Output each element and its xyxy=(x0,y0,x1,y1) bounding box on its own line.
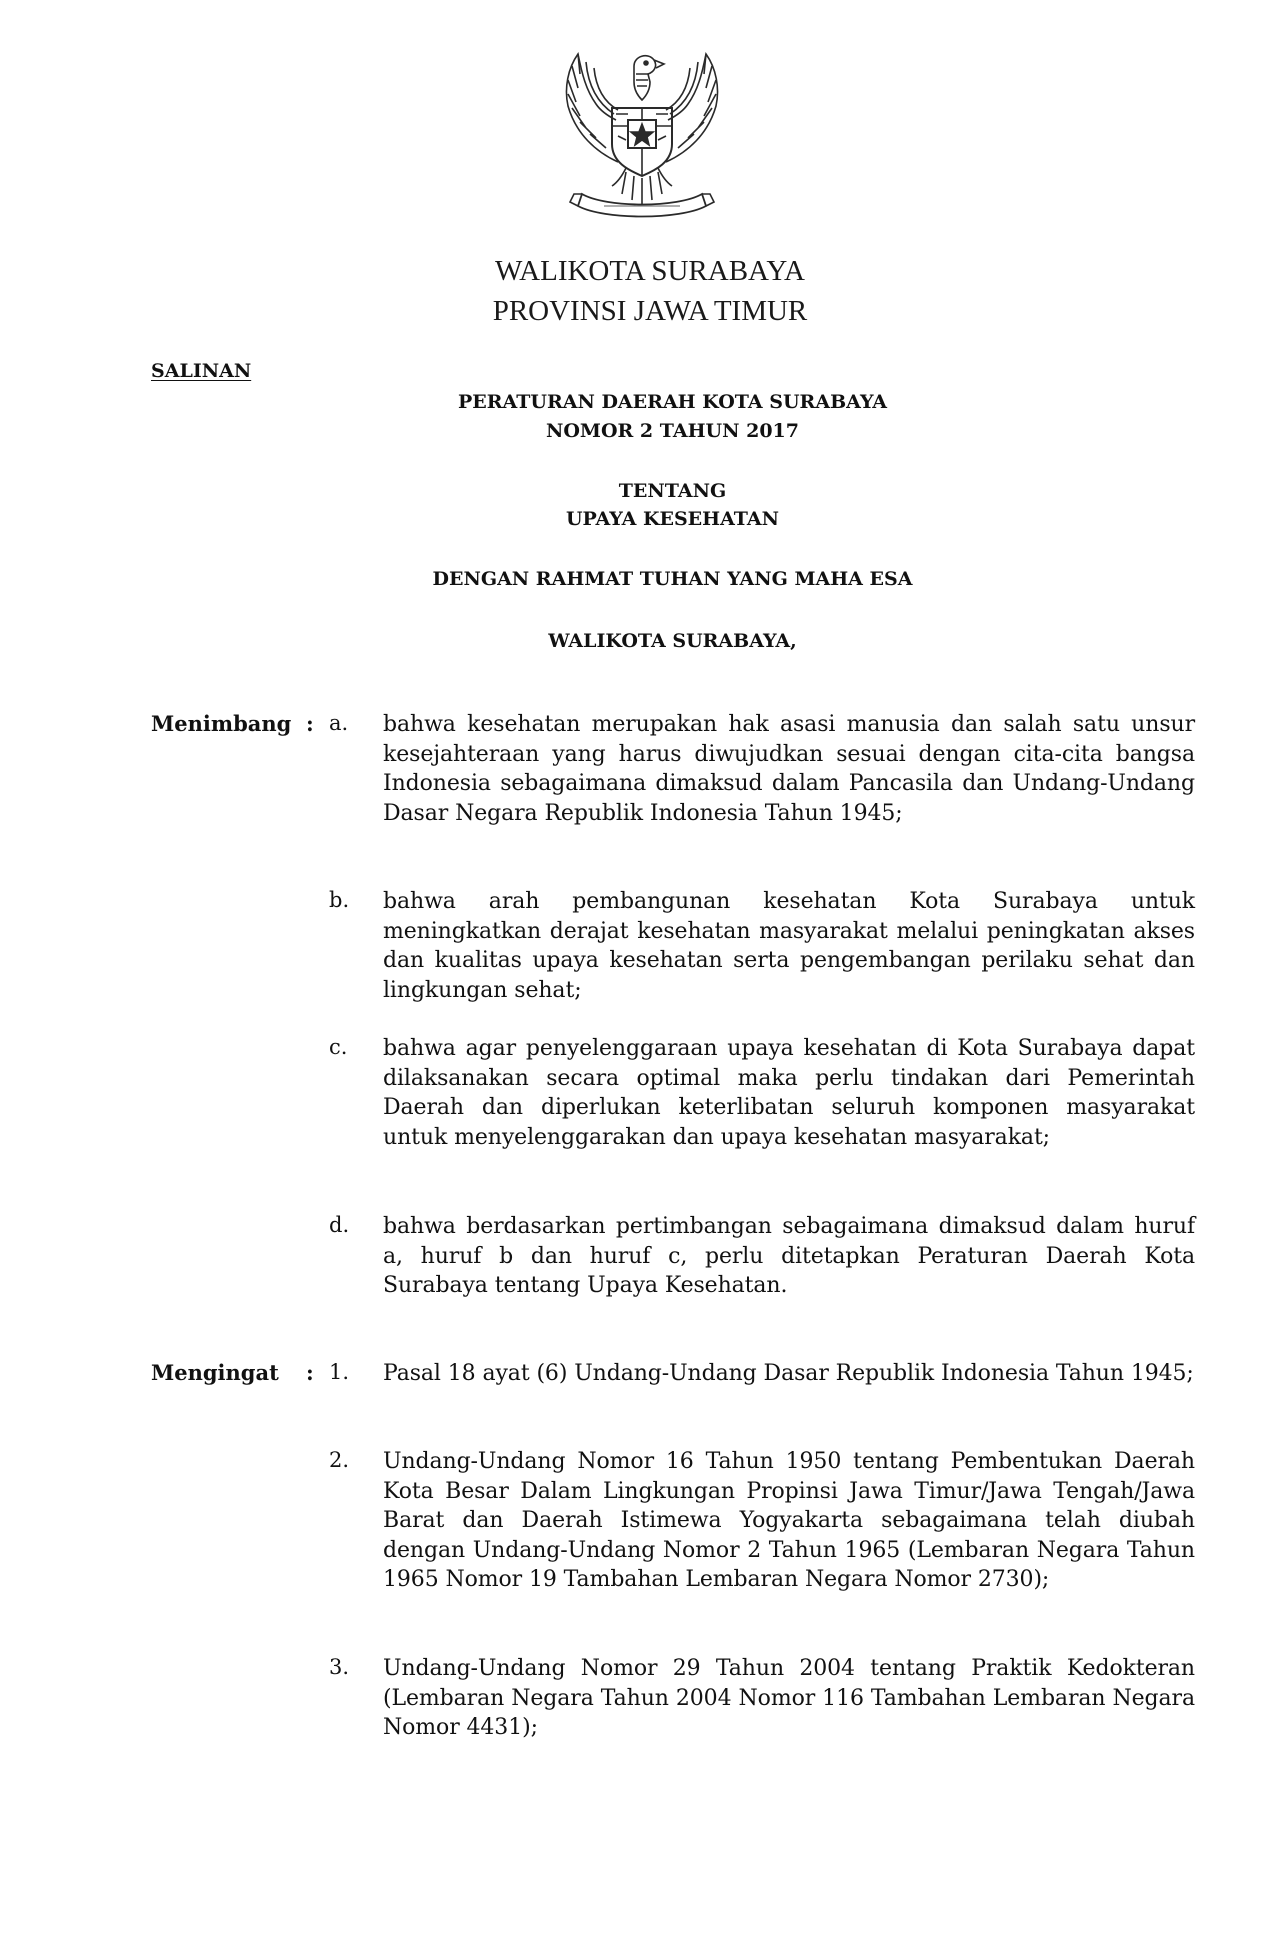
regulation-subject: UPAYA KESEHATAN xyxy=(565,508,780,530)
list-marker: 2. xyxy=(329,1448,350,1472)
consideration-text: bahwa berdasarkan pertimbangan sebagaimana dimaksud dalam huruf a, huruf b dan huruf c, perlu ditetapkan Peraturan Daerah Kota Surabaya tentang Upaya Kesehatan. xyxy=(383,1214,1195,1298)
menimbang-colon: : xyxy=(306,711,314,736)
header-title-province: PROVINSI JAWA TIMUR xyxy=(492,295,808,327)
list-marker: d. xyxy=(329,1213,350,1237)
list-marker: a. xyxy=(329,711,349,735)
list-marker: 3. xyxy=(329,1655,350,1679)
list-marker: b. xyxy=(329,888,350,912)
invocation: DENGAN RAHMAT TUHAN YANG MAHA ESA xyxy=(432,568,913,590)
issuer: WALIKOTA SURABAYA, xyxy=(548,630,797,652)
regulation-title: PERATURAN DAERAH KOTA SURABAYA xyxy=(457,391,888,413)
mengingat-colon: : xyxy=(306,1360,314,1385)
copy-label: SALINAN xyxy=(151,360,252,382)
legal-basis-text: Undang-Undang Nomor 29 Tahun 2004 tentang Praktik Kedokteran (Lembaran Negara Tahun 2004 Nomor 116 Tambahan Lembaran Negara Nomor 4431); xyxy=(383,1656,1195,1740)
mengingat-label: Mengingat xyxy=(151,1360,279,1385)
consideration-text: bahwa agar penyelenggaraan upaya kesehatan di Kota Surabaya dapat dilaksanakan secara optimal maka perlu tindakan dari Pemerintah Daerah dan diperlukan keterlibatan seluruh komponen masyarakat untuk menyelenggarakan dan upaya kesehatan masyarakat; xyxy=(383,1036,1195,1150)
legal-basis-text: Pasal 18 ayat (6) Undang-Undang Dasar Republik Indonesia Tahun 1945; xyxy=(383,1361,1194,1386)
legal-basis-text: Undang-Undang Nomor 16 Tahun 1950 tentang Pembentukan Daerah Kota Besar Dalam Lingkungan Propinsi Jawa Timur/Jawa Tengah/Jawa Barat dan Daerah Istimewa Yogyakarta sebagaimana telah diubah dengan Undang-Undang Nomor 2 Tahun 1965 (Lembaran Negara Tahun 1965 Nomor 19 Tambahan Lembaran Negara Nomor 2730); xyxy=(383,1449,1195,1592)
consideration-text: bahwa arah pembangunan kesehatan Kota Surabaya untuk meningkatkan derajat kesehatan masyarakat melalui peningkatan akses dan kualitas upaya kesehatan serta pengembangan perilaku sehat dan lingkungan sehat; xyxy=(383,889,1195,1003)
menimbang-label: Menimbang xyxy=(151,711,292,736)
garuda-emblem xyxy=(556,44,728,230)
list-marker: 1. xyxy=(329,1360,350,1384)
consideration-text: bahwa kesehatan merupakan hak asasi manusia dan salah satu unsur kesejahteraan yang harus diwujudkan sesuai dengan cita-cita bangsa Indonesia sebagaimana dimaksud dalam Pancasila dan Undang-Undang Dasar Negara Republik Indonesia Tahun 1945; xyxy=(383,712,1195,826)
regulation-about: TENTANG xyxy=(618,480,727,502)
list-marker: c. xyxy=(329,1035,348,1059)
header-title-mayor: WALIKOTA SURABAYA xyxy=(495,255,805,287)
regulation-number: NOMOR 2 TAHUN 2017 xyxy=(546,420,799,442)
